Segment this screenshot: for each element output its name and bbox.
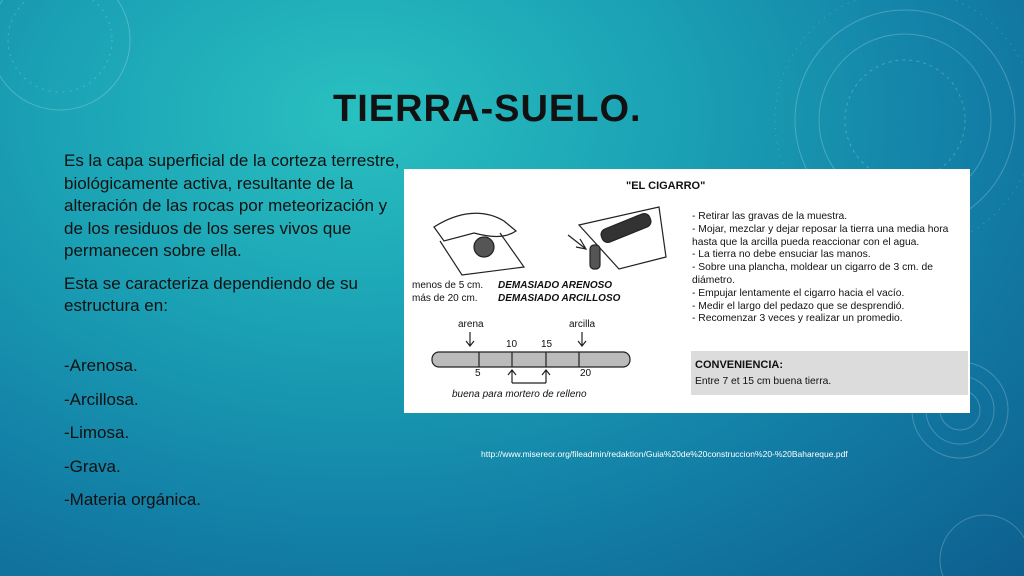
list-item: -Arenosa. [64, 356, 138, 375]
conveniencia-text: Entre 7 et 15 cm buena tierra. [695, 376, 832, 387]
label-buena: buena para mortero de relleno [452, 389, 587, 400]
list-item: -Limosa. [64, 423, 130, 442]
step-line: hasta que la arcilla pueda reaccionar con el agua. [692, 236, 920, 248]
tick-label-20: 20 [580, 368, 592, 379]
slide-title: TIERRA-SUELO. [333, 88, 642, 130]
arrow-up-icon [508, 370, 516, 383]
label-arena: arena [458, 319, 484, 330]
arrow-down-icon [466, 332, 474, 346]
cigarro-test-figure [404, 169, 970, 413]
arrow-up-icon [542, 370, 550, 383]
tick-label-10: 10 [506, 339, 518, 350]
source-link[interactable]: http://www.misereor.org/fileadmin/redaktion/Guia%20de%20construccion%20-%20Bahareque.pdf [481, 449, 848, 459]
arrow-down-icon [578, 332, 586, 346]
procedure-steps [692, 211, 948, 326]
label-arcilloso: DEMASIADO ARCILLOSO [498, 293, 621, 304]
step-line: - Medir el largo del pedazo que se desprendió. [692, 300, 905, 312]
soil-piece [590, 245, 600, 269]
tick-label-15: 15 [541, 339, 553, 350]
label-mas: más de 20 cm. [412, 293, 478, 304]
list-item: -Arcillosa. [64, 389, 139, 409]
step-line: diámetro. [692, 274, 735, 286]
label-arenoso: DEMASIADO ARENOSO [498, 280, 613, 291]
soil-types-list [64, 355, 201, 523]
figure-title: "EL CIGARRO" [626, 180, 706, 192]
measure-cigar [432, 352, 630, 367]
body-text [64, 150, 400, 328]
step-line: - La tierra no debe ensuciar las manos. [692, 249, 871, 261]
step-line: - Sobre una plancha, moldear un cigarro de 3 cm. de [692, 262, 933, 274]
step-line: - Recomenzar 3 veces y realizar un promedio. [692, 313, 903, 325]
soil-cigar [599, 212, 652, 244]
arrow-icon [568, 235, 586, 249]
step-line: - Retirar las gravas de la muestra. [692, 211, 848, 222]
list-item: -Materia orgánica. [64, 490, 202, 509]
conveniencia-box [691, 351, 968, 395]
label-arcilla: arcilla [569, 319, 596, 330]
hand-illustration [434, 213, 516, 241]
step-line: - Mojar, mezclar y dejar reposar la tierra una media hora [692, 223, 949, 235]
step-line: - Empujar lentamente el cigarro hacia el vacío. [692, 287, 905, 299]
paragraph-structure: Esta se caracteriza dependiendo de su estructura en: [64, 273, 358, 315]
conveniencia-title: CONVENIENCIA: [695, 359, 784, 371]
soil-ball [474, 237, 494, 257]
label-menos: menos de 5 cm. [412, 280, 484, 291]
tick-label-5: 5 [475, 368, 481, 379]
list-item: -Grava. [64, 456, 121, 476]
paragraph-definition: Es la capa superficial de la corteza terrestre, biológicamente activa, resultante de la alteración de las rocas por meteorización y de los residuos de los seres vivos que permanecen sobre ella. [64, 151, 400, 260]
